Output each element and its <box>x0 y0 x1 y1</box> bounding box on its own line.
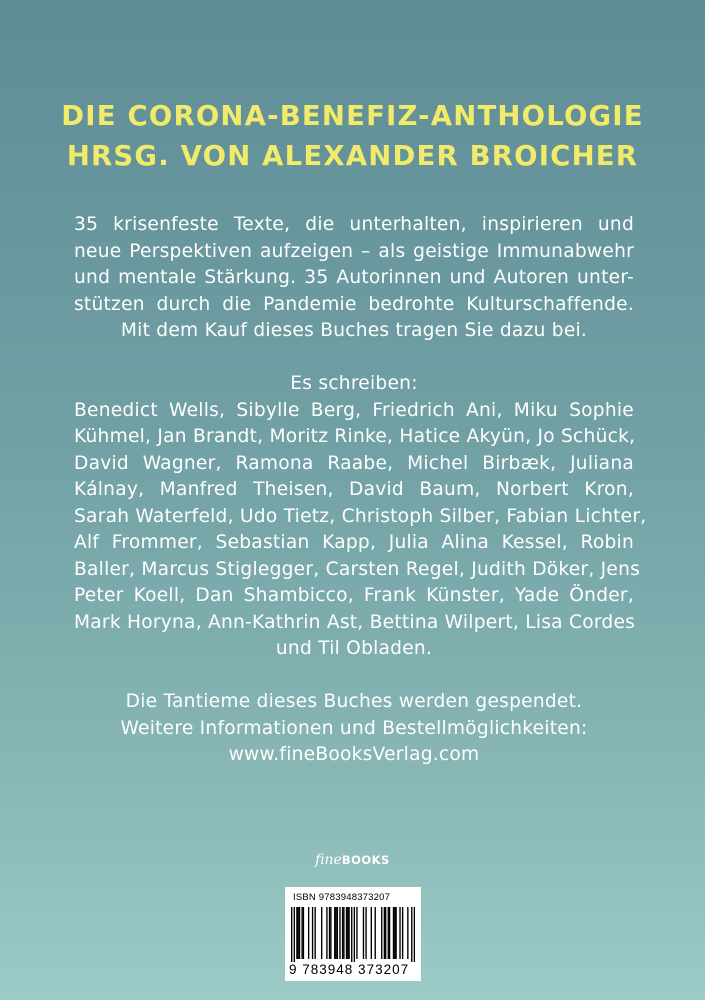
barcode-bar <box>375 907 376 959</box>
publisher-logo <box>0 852 705 868</box>
barcode-bar <box>335 907 336 959</box>
headline-line-2: HRSG. VON ALEXANDER BROICHER <box>66 140 639 172</box>
barcode-bar <box>414 907 415 965</box>
barcode-bar <box>343 907 344 959</box>
headline-line-1: DIE CORONA-BENEFIZ-ANTHOLOGIE <box>61 100 644 132</box>
intro-line: neue Perspektiven aufzeigen – als geistige Immunabwehr <box>74 240 634 262</box>
barcode-bar <box>330 907 331 959</box>
intro-line: stützen durch die Pandemie bedrohte Kulturschaffende. <box>74 293 634 315</box>
barcode-bar <box>346 907 347 959</box>
barcode-bar <box>291 907 292 965</box>
barcode-bar <box>388 907 389 959</box>
authors-line: Peter Koell, Dan Shambicco, Frank Künster, Yade Önder, <box>74 585 634 606</box>
intro-line: Mit dem Kauf dieses Buches tragen Sie dazu bei. <box>120 320 588 341</box>
barcode-bar <box>299 907 300 959</box>
footer-line: Die Tantieme dieses Buches werden gespendet. <box>125 691 583 712</box>
barcode-bar <box>407 907 408 959</box>
authors-line: Alf Frommer, Sebastian Kapp, Julia Alina Kessel, Robin <box>74 532 634 553</box>
barcode-bar <box>312 907 313 959</box>
authors-line: und Til Obladen. <box>275 638 433 659</box>
barcode-bar <box>411 907 412 965</box>
isbn-label: ISBN 9783948373207 <box>293 892 391 903</box>
barcode-bar <box>296 907 297 959</box>
isbn-digits: 9 783948 373207 <box>289 962 419 977</box>
barcode-bar <box>334 907 335 959</box>
publisher-logo-books: BOOKS <box>341 853 390 867</box>
barcode-bar <box>294 907 295 965</box>
blurb <box>74 212 647 769</box>
barcode-bars <box>291 907 415 965</box>
barcode-bar <box>347 907 348 959</box>
barcode-bar <box>298 907 299 959</box>
barcode-bar <box>329 907 330 959</box>
barcode-bar <box>326 907 327 959</box>
barcode-bar <box>402 907 403 959</box>
barcode-bar <box>342 907 343 959</box>
website-link: www.fineBooksVerlag.com <box>228 744 480 765</box>
barcode-bar <box>394 907 395 959</box>
barcode-bar <box>399 907 400 959</box>
isbn-barcode <box>285 887 421 981</box>
authors-line: Sarah Waterfeld, Udo Tietz, Christoph Silber, Fabian Lichter, <box>74 505 647 527</box>
barcode-bar <box>384 907 385 959</box>
barcode-bar <box>389 907 390 959</box>
authors-line: Benedict Wells, Sibylle Berg, Friedrich Ani, Miku Sophie <box>74 399 634 421</box>
authors-heading: Es schreiben: <box>290 373 418 394</box>
intro-line: und mentale Stärkung. 35 Autorinnen und Autoren unter- <box>74 267 634 288</box>
barcode-bar <box>351 907 352 965</box>
authors-line: Mark Horyna, Ann-Kathrin Ast, Bettina Wilpert, Lisa Cordes <box>74 611 636 633</box>
barcode-bar <box>356 907 357 959</box>
barcode-bar <box>363 907 364 959</box>
barcode-bar <box>303 907 304 959</box>
barcode-bar <box>339 907 340 959</box>
barcode-bar <box>395 907 396 959</box>
barcode-bar <box>308 907 309 959</box>
barcode-bar <box>301 907 302 959</box>
barcode-bar <box>365 907 366 959</box>
authors-line: Baller, Marcus Stiglegger, Carsten Regel, Judith Döker, Jens <box>74 558 641 580</box>
barcode-bar <box>321 907 322 959</box>
barcode-bar <box>385 907 386 959</box>
authors-line: Kühmel, Jan Brandt, Moritz Rinke, Hatice Akyün, Jo Schück, <box>74 426 636 447</box>
barcode-bar <box>354 907 355 965</box>
footer-line: Weitere Informationen und Bestellmöglichkeiten: <box>120 717 588 739</box>
headline <box>0 96 705 176</box>
barcode-bar <box>348 907 349 959</box>
authors-line: David Wagner, Ramona Raabe, Michel Birbæk, Juliana <box>74 452 634 474</box>
barcode-bar <box>314 907 315 959</box>
barcode-bar <box>337 907 338 959</box>
intro-line: 35 krisenfeste Texte, die unterhalten, inspirieren und <box>74 214 634 235</box>
publisher-logo-fine: fine <box>315 852 342 868</box>
barcode-bar <box>371 907 372 959</box>
authors-line: Kálnay, Manfred Theisen, David Baum, Norbert Kron, <box>74 479 634 500</box>
barcode-bar <box>381 907 382 959</box>
barcode-bar <box>393 907 394 959</box>
